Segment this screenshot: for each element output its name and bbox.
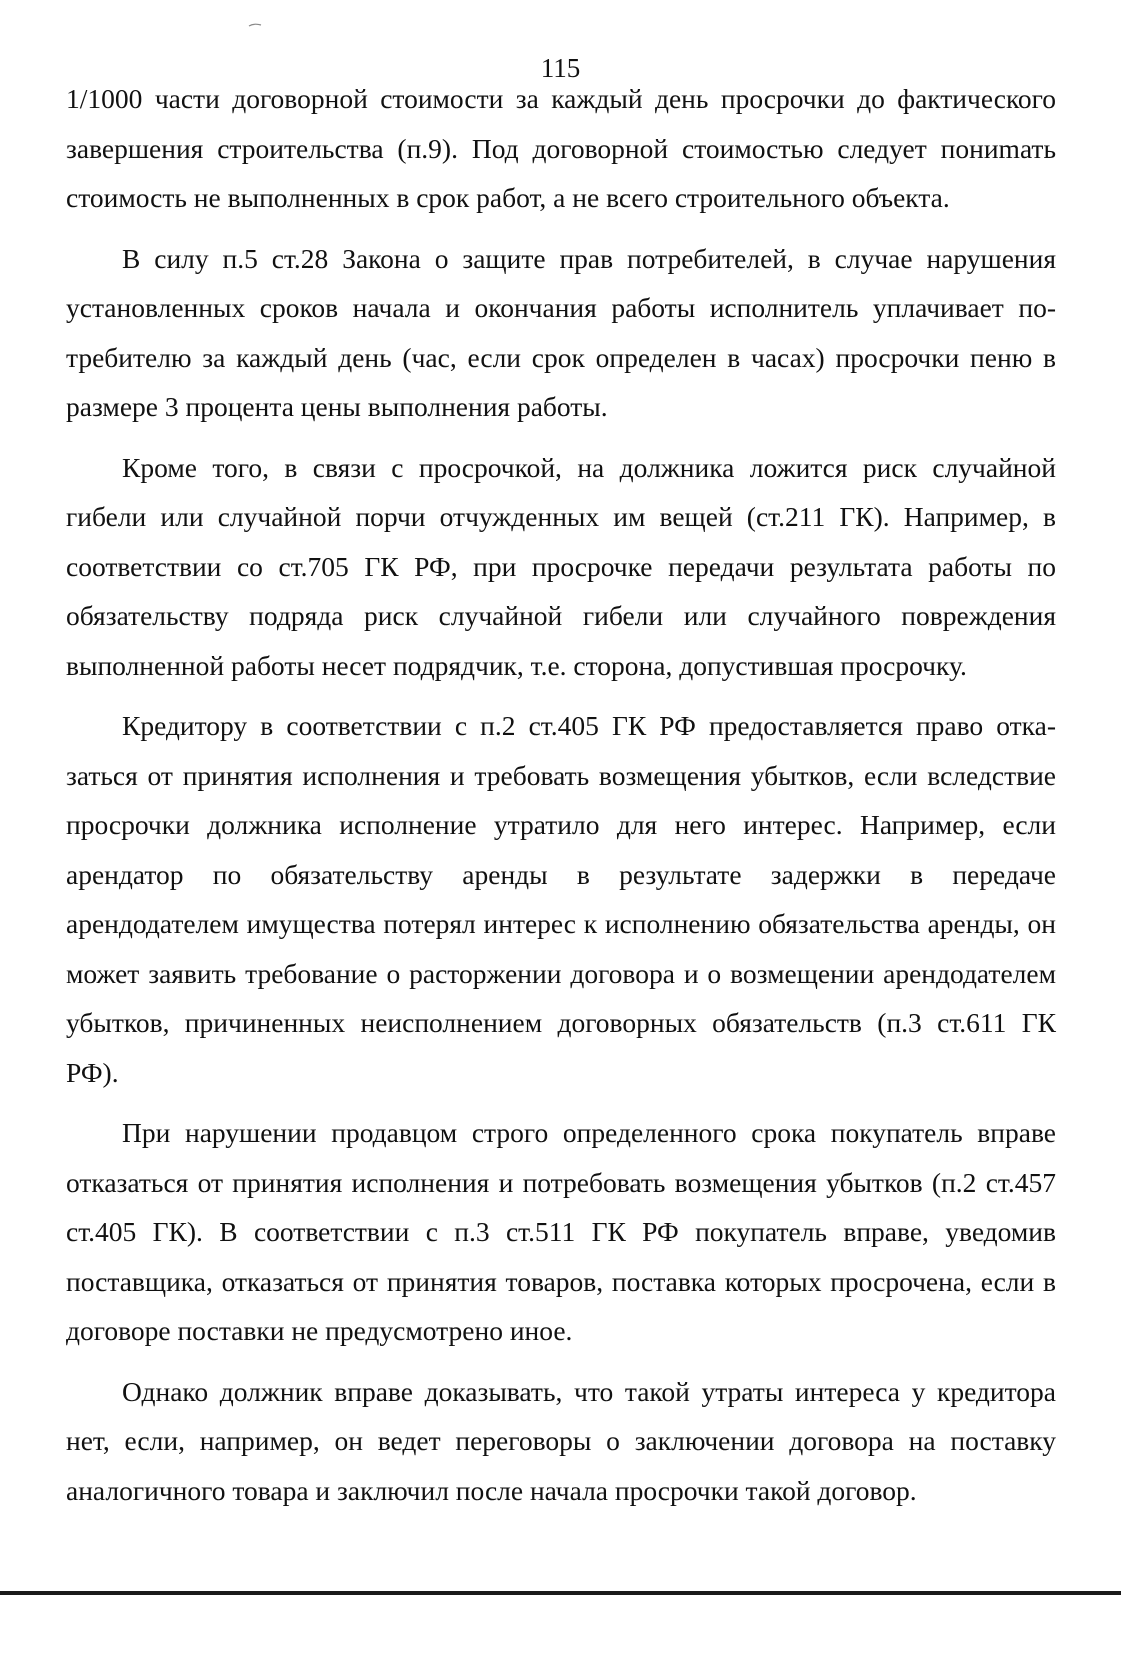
paragraph-5: При нарушении продавцом строго определенного срока покупатель вправе отказаться от принятия исполнения и потребовать возмещения убытков (п.2 ст.457 ст.405 ГК). В соответствии с п.3 ст.511 ГК РФ покупатель вправе, уведомив поставщика, отказаться от принятия товаров, поставка которых просрочена, если в договоре поставки не предусмотрено иное. bbox=[66, 1117, 1056, 1346]
paragraph-1: 1/1000 части договорной стоимости за каждый день просрочки до фактического завершения строительства (п.9). Под договорной стоимостью следует пониmать стоимость не выполненных в срок работ, а не всего строительного объекта. bbox=[66, 83, 1056, 213]
paragraph-6: Однако должник вправе доказывать, что такой утраты интереса у кредитора нет, если, например, он ведет переговоры о заключении договора на поставку аналогичного товара и заключил после начала просрочки такой договор. bbox=[66, 1375, 1056, 1506]
paragraph-3: Кроме того, в связи с просрочкой, на должника ложится риск случайной гибели или случайной порчи отчужденных им вещей (ст.211 ГК). Например, в соответствии со ст.705 ГК РФ, при просрочке передачи результата работы по обязательству подряда риск случайной гибели или случайного повреждения выполненной работы несет подрядчик, т.е. сторона, допустившая просрочку. bbox=[66, 451, 1056, 681]
paragraph-4: Кредитору в соответствии с п.2 ст.405 ГК РФ предоставляется право отказаться от принятия исполнения и требовать возмещения убытков, если вследствие просрочки должника исполнение утратило для него интерес. Например, если арендатор по обязательству аренды в результате задержки в передаче арендодателем имущества потерял интерес к исполнению обязательства аренды, он может заявить требование о расторжении договора и о возмещении арендодателем убытков, причиненных неисполнением договорных обязательств (п.3 ст.611 ГК РФ). bbox=[66, 710, 1056, 1088]
page-number: 115 bbox=[540, 53, 581, 83]
paragraph-2: В силу п.5 ст.28 Закона о защите прав потребителей, в случае нарушения установленных сроков начала и окончания работы исполнитель уплачивает потребителю за каждый день (час, если срок определен в часах) просрочки пеню в размере 3 процента цены выполнения работы. bbox=[66, 242, 1056, 422]
scan-speck bbox=[248, 22, 262, 28]
body-text bbox=[66, 74, 1056, 1515]
bottom-rule bbox=[0, 1591, 1121, 1595]
